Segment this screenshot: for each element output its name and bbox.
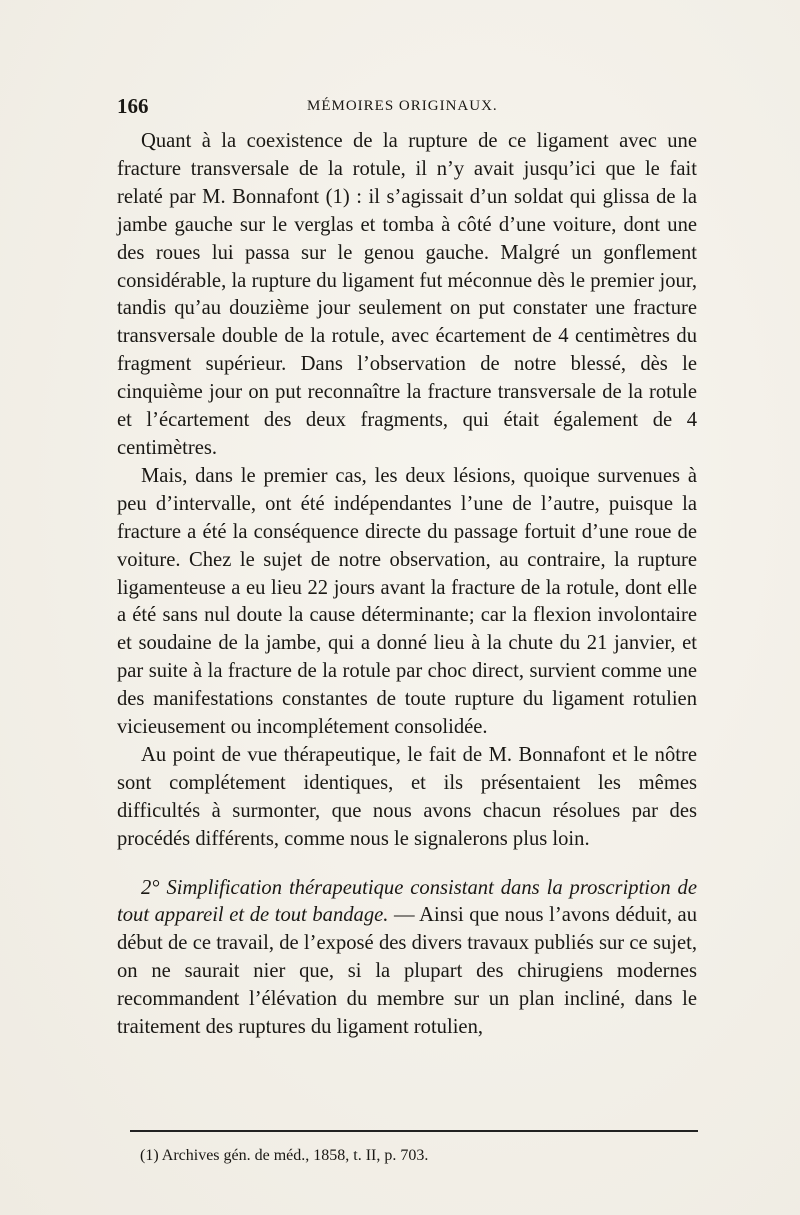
section-text: — Ainsi que nous l’avons déduit, au début de ce travail, de l’exposé des divers travaux publiés sur ce sujet, on ne saurait nier que, si la plupart des chirugiens modernes recommandent l’élévation du membre sur un plan incliné, dans le traitement des ruptures du ligament rotulien,	[117, 904, 697, 1039]
section-heading: 2° Simplification thérapeutique consistant dans la proscription de tout appareil et de tout bandage.	[117, 876, 697, 927]
footnote-rule	[130, 1130, 698, 1132]
section-paragraph	[117, 875, 697, 1042]
page-header	[117, 94, 697, 124]
body-text	[117, 128, 697, 1042]
paragraph-1: Quant à la coexistence de la rupture de ce ligament avec une fracture transversale de la rotule, il n’y avait jusqu’ici que le fait relaté par M. Bonnafont (1) : il s’agissait d’un soldat qui glissa de la jambe gauche sur le verglas et tomba à côté d’une voiture, dont une des roues lui passa sur le genou gauche. Malgré un gonflement considérable, la rupture du ligament fut méconnue dès le premier jour, tandis qu’au douzième jour seulement on put constater une fracture transversale double de la rotule, avec écartement de 4 centimètres du fragment supérieur. Dans l’observation de notre blessé, dès le cinquième jour on put reconnaître la fracture transversale de la rotule et l’écartement des deux fragments, qui était également de 4 centimètres.	[117, 130, 697, 459]
running-title: MÉMOIRES ORIGINAUX.	[307, 98, 498, 114]
paragraph-2: Mais, dans le premier cas, les deux lésions, quoique survenues à peu d’intervalle, ont été indépendantes l’une de l’autre, puisque la fracture a été la conséquence directe du passage fortuit d’une roue de voiture. Chez le sujet de notre observation, au contraire, la rupture ligamenteuse a eu lieu 22 jours avant la fracture de la rotule, dont elle a été sans nul doute la cause déterminante; car la flexion involontaire et soudaine de la jambe, qui a donné lieu à la chute du 21 janvier, et par suite à la fracture de la rotule par choc direct, survient comme une des manifestations constantes de toute rupture du ligament rotulien vicieusement ou incomplétement consolidée.	[117, 464, 697, 739]
footnote: (1) Archives gén. de méd., 1858, t. II, p. 703.	[140, 1147, 429, 1164]
paragraph-3: Au point de vue thérapeutique, le fait de M. Bonnafont et le nôtre sont complétement identiques, et ils présentaient les mêmes difficultés à surmonter, que nous avons chacun résolues par des procédés différents, comme nous le signalerons plus loin.	[117, 743, 697, 850]
page-number: 166	[117, 94, 149, 118]
